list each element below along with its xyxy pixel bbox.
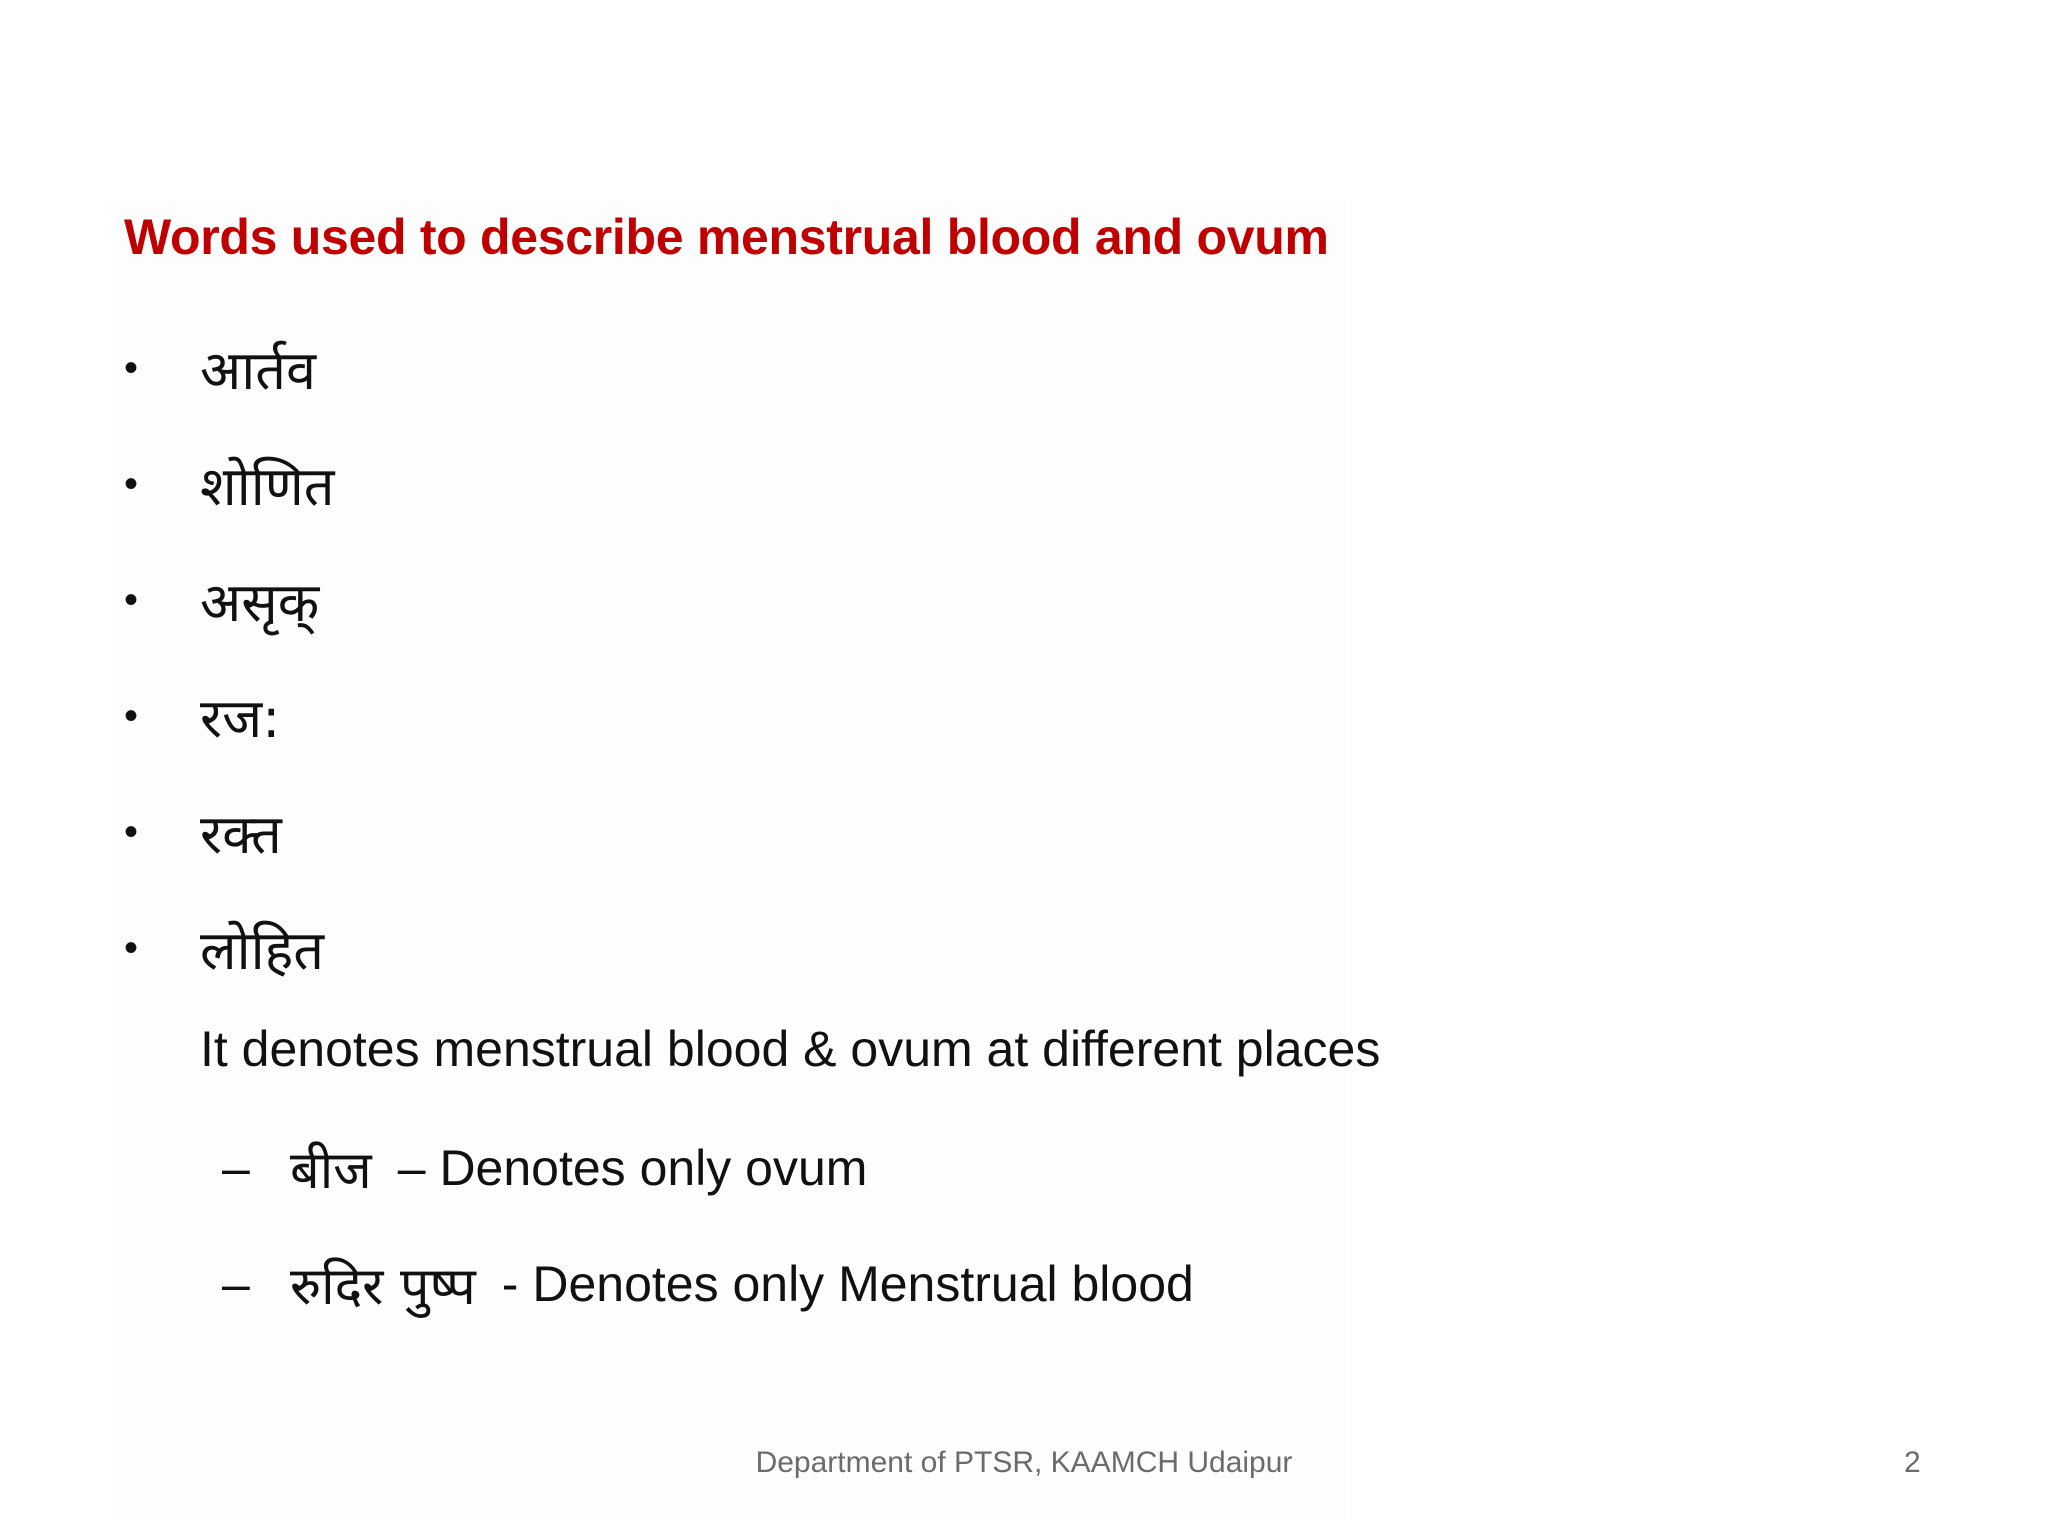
sub-item-list [222, 1110, 1194, 1342]
sub-item-term: रुदिर पुष्प [290, 1256, 476, 1317]
bullet-item [124, 890, 335, 1006]
sub-item [222, 1226, 1194, 1342]
bullet-item [124, 542, 335, 658]
sub-item [222, 1110, 1194, 1226]
bullet-text: रक्त [200, 803, 282, 866]
bullet-text: रज: [200, 687, 281, 750]
dash-icon: – [222, 1256, 250, 1312]
explanation-note: It denotes menstrual blood & ovum at different places [200, 1021, 1381, 1077]
sub-item-description: - Denotes only Menstrual blood [501, 1256, 1194, 1312]
bullet-dot-icon: • [124, 578, 139, 622]
dash-icon: – [222, 1140, 250, 1196]
bullet-dot-icon: • [124, 462, 139, 506]
page-number: 2 [1904, 1446, 1921, 1479]
bullet-dot-icon: • [124, 810, 139, 854]
bullet-list [124, 310, 335, 1006]
bullet-item [124, 426, 335, 542]
bullet-item [124, 774, 335, 890]
bullet-text: शोणित [200, 455, 335, 518]
bullet-text: आर्तव [200, 339, 316, 402]
bullet-dot-icon: • [124, 346, 139, 390]
sub-item-description: – Denotes only ovum [397, 1140, 868, 1196]
bullet-text: असृक् [200, 571, 320, 634]
bullet-item [124, 658, 335, 774]
bullet-text: लोहित [200, 919, 325, 982]
slide-footer: Department of PTSR, KAAMCH Udaipur [755, 1446, 1293, 1479]
slide-title: Words used to describe menstrual blood and ovum [124, 209, 1329, 265]
bullet-item [124, 310, 335, 426]
bullet-dot-icon: • [124, 694, 139, 738]
bullet-dot-icon: • [124, 926, 139, 970]
sub-item-term: बीज [290, 1140, 372, 1201]
